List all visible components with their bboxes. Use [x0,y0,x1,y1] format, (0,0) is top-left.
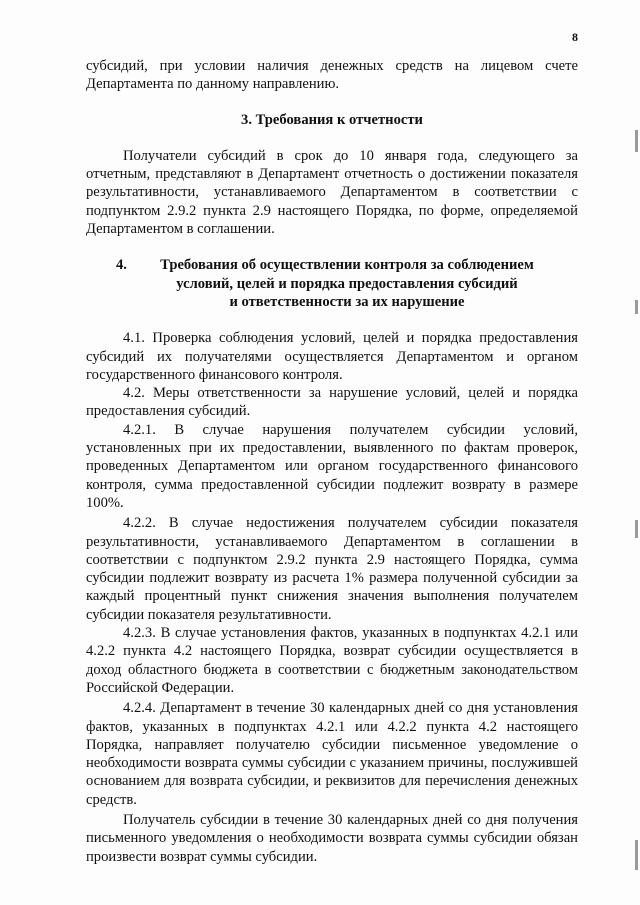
clause-4-2-2: 4.2.2. В случае недостижения получателем субсидии показателя результативности, устанавливаемого Департаментом в соглашении в соответствии с подпунктом 2.9.2 пункта 2.9 настоящего Порядка, сумма субсидии подлежит возврату из расчета 1% размера полученной субсидии за каждый процентный пункт снижения значения выполнения получателем субсидии показателя результативности. [86,515,578,623]
section-3-title: 3. Требования к отчетности [241,111,423,128]
intro-line-1 [86,57,578,75]
clause-4-2: 4.2. Меры ответственности за нарушение условий, целей и порядка предоставления субсидий. [86,385,578,420]
section-4-title-line-2: условий, целей и порядка предоставления субсидий [176,275,518,292]
intro-line-2-text: Департамента по данному направлению. [86,76,340,93]
intro-line-2 [86,75,578,93]
scan-edge-mark [635,840,638,870]
clause-4-2-1: 4.2.1. В случае нарушения получателем субсидии условий, установленных при их предоставлении, выявленного по фактам проверок, проведенных Департаментом или органом государственного финансового контроля, сумма предоставленной субсидии подлежит возврату в размере 100%. [86,421,578,511]
section-3-paragraph: Получатели субсидий в срок до 10 января года, следующего за отчетным, представляют в Департамент отчетность о достижении показателя результативности, устанавливаемого Департаментом в соответствии с подпунктом 2.9.2 пункта 2.9 настоящего Порядка, по форме, определяемой Департаментом в соглашении. [86,147,578,238]
clause-4-2-4: 4.2.4. Департамент в течение 30 календарных дней со дня установления фактов, указанных в подпунктах 4.2.1 или 4.2.2 пункта 4.2 настоящего Порядка, направляет получателю субсидии письменное уведомление о необходимости возврата суммы субсидии с указанием причины, послужившей основанием для возврата субсидии, и реквизитов для перечисления денежных средств. [86,700,578,808]
section-4-heading [86,256,578,311]
scan-edge-mark [635,130,638,152]
intro-line-1-text: субсидий, при условии наличия денежных средств на лицевом счете [86,58,578,74]
section-4-title-line-1: Требования об осуществлении контроля за соблюдением [160,257,534,274]
section-4-number: 4. [116,257,127,274]
final-paragraph: Получатель субсидии в течение 30 календарных дней со дня получения письменного уведомления о необходимости возврата суммы субсидии обязан произвести возврат суммы субсидии. [86,811,578,865]
clause-4-2-3: 4.2.3. В случае установления фактов, указанных в подпунктах 4.2.1 или 4.2.2 пункта 4.2 настоящего Порядка, возврат субсидии осуществляется в доход областного бюджета в соответствии с бюджетным законодательством Российской Федерации. [86,625,578,696]
section-4-title-line-3: и ответственности за их нарушение [229,293,465,310]
scan-edge-mark [635,300,638,314]
page-number: 8 [572,30,578,44]
clause-4-1: 4.1. Проверка соблюдения условий, целей и порядка предоставления субсидий их получателями осуществляется Департаментом и органом государственного финансового контроля. [86,330,578,383]
scan-edge-mark [635,520,638,538]
document-body [86,57,578,866]
